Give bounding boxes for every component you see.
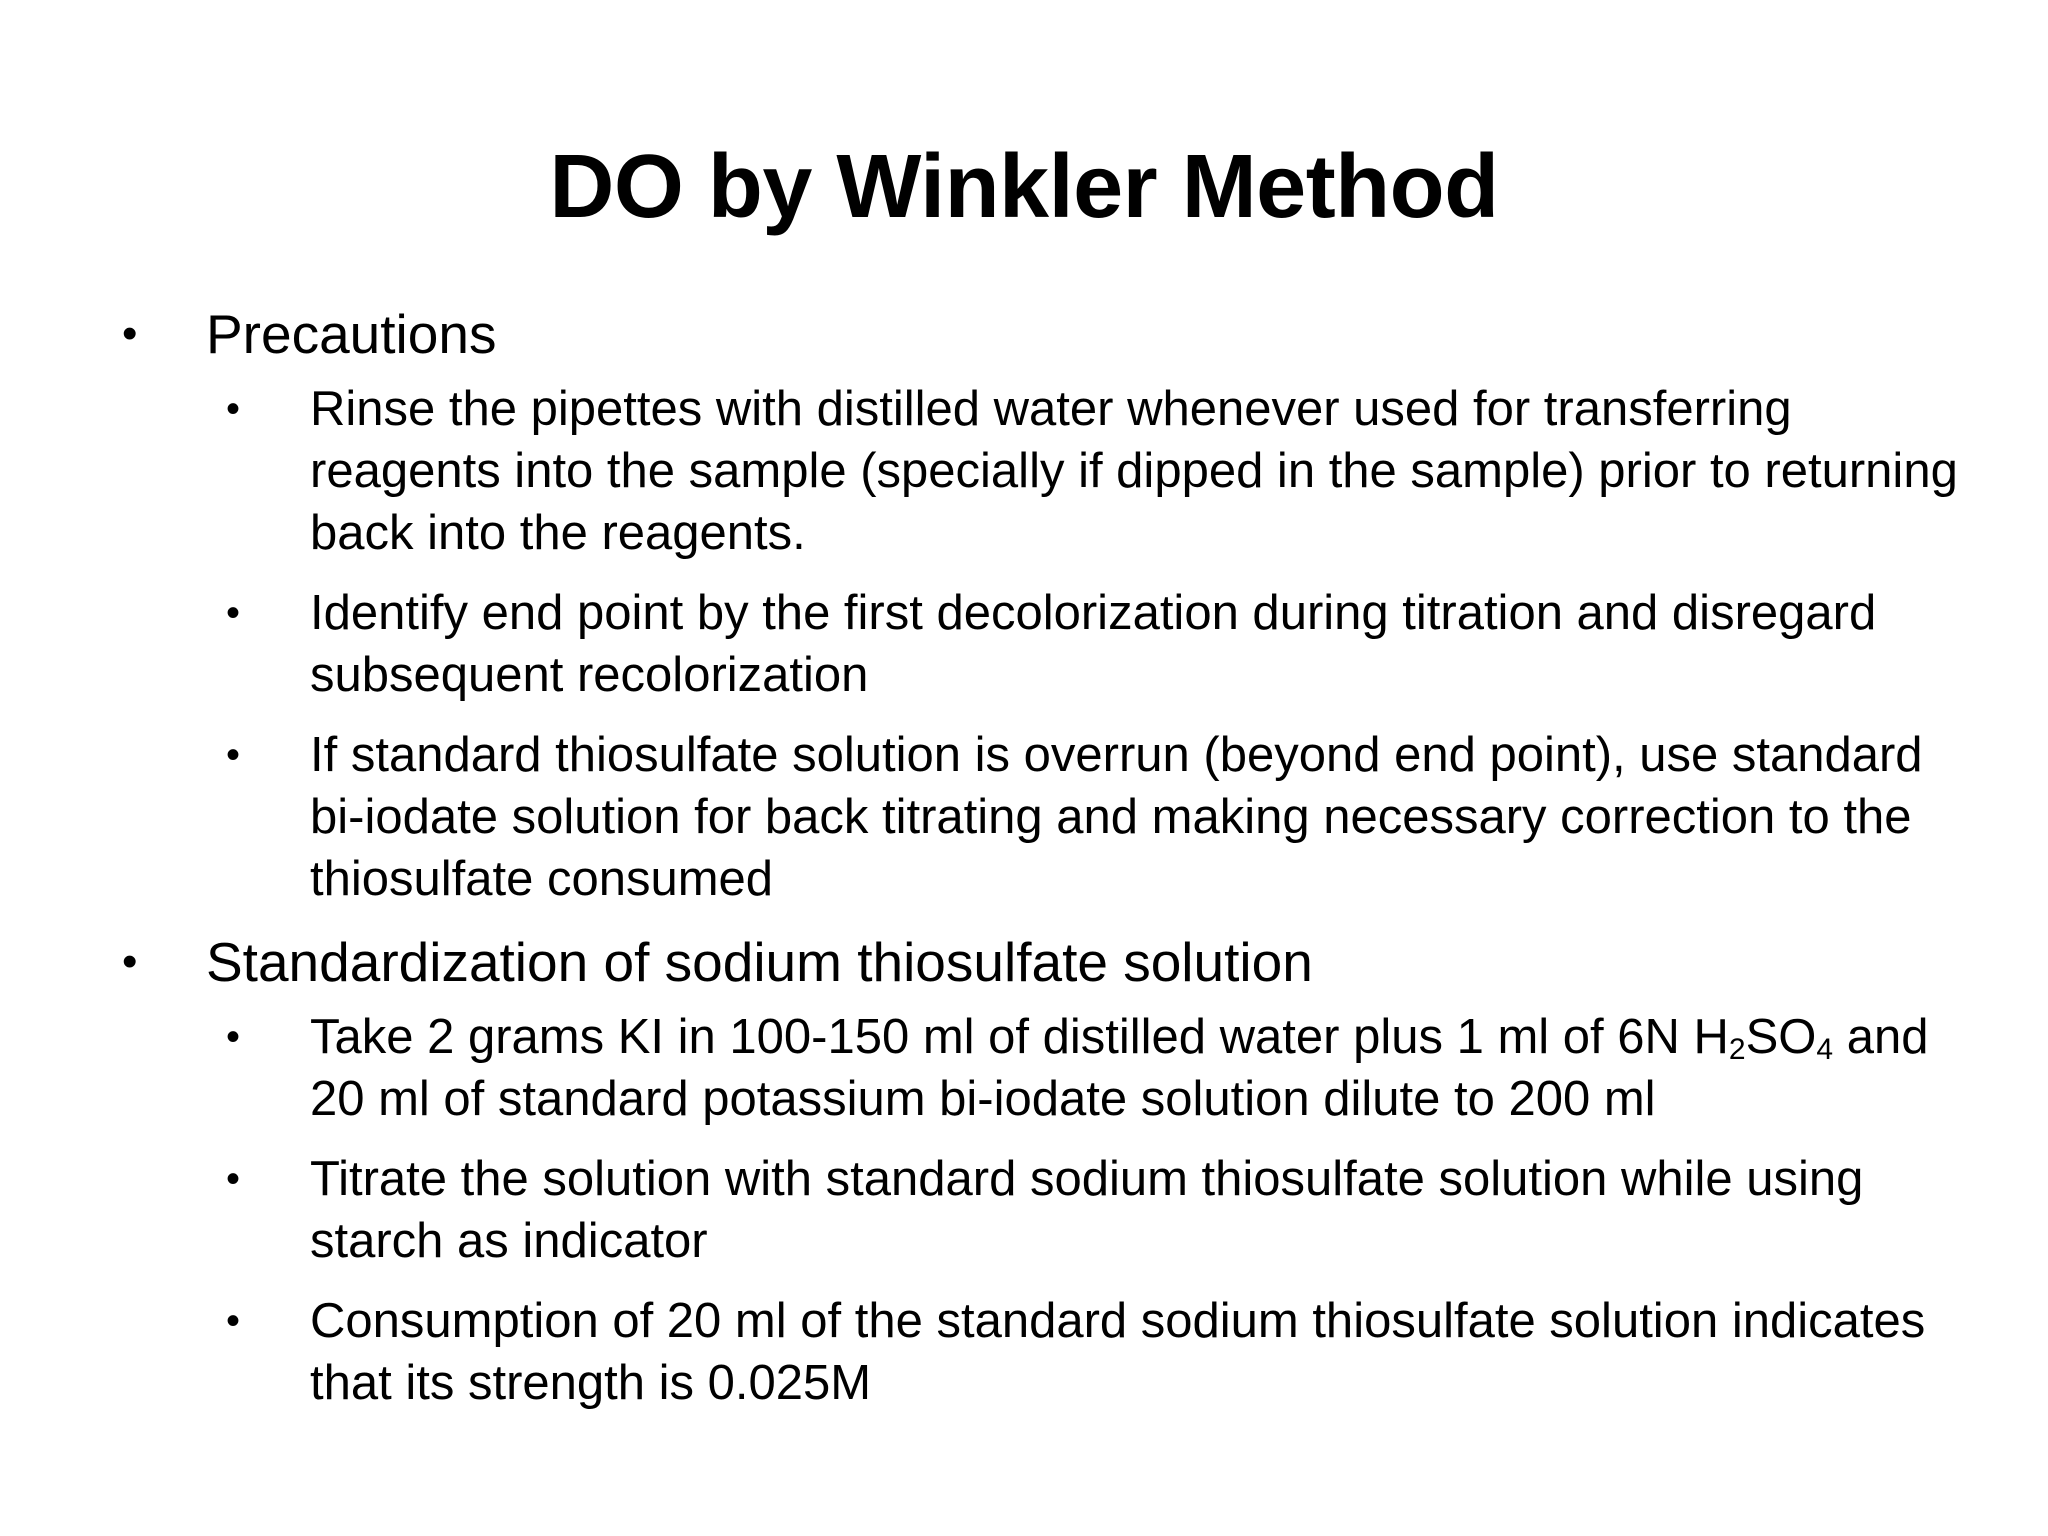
list-item <box>226 724 1982 910</box>
section-heading: Precautions <box>206 303 497 365</box>
list-item-text-before: Take 2 grams KI in 100-150 ml of distilled water plus 1 ml of 6N <box>310 1010 1694 1064</box>
list-item <box>226 378 1982 564</box>
list-item-text-after: and 20 ml of standard potassium bi-iodate solution dilute to 200 ml <box>310 1010 1929 1126</box>
precautions-list <box>122 378 1982 910</box>
list-item-text: Identify end point by the first decolorization during titration and disregard subsequent recolorization <box>310 586 1877 702</box>
chem-formula: $H_2SO_4$ <box>1693 1010 1834 1066</box>
bullet-icon: • <box>226 733 241 777</box>
bullet-icon: • <box>226 1015 241 1059</box>
list-item <box>226 1148 1982 1272</box>
bullet-icon: • <box>226 1157 241 1201</box>
bullet-icon: • <box>122 309 138 358</box>
list-item-text: If standard thiosulfate solution is overrun (beyond end point), use standard bi-iodate solution for back titrating and making necessary correction to the thiosulfate consumed <box>310 728 1923 906</box>
section-standardization <box>122 928 1982 996</box>
list-item <box>226 1290 1982 1414</box>
bullet-icon: • <box>122 937 138 986</box>
bullet-icon: • <box>226 591 241 635</box>
standardization-list <box>122 1006 1982 1414</box>
list-item-text: Consumption of 20 ml of the standard sodium thiosulfate solution indicates that its strength is 0.025M <box>310 1294 1926 1410</box>
slide-content <box>122 300 1982 1432</box>
slide-title: DO by Winkler Method <box>549 137 1499 237</box>
section-heading: Standardization of sodium thiosulfate solution <box>206 931 1313 993</box>
list-item-text: Titrate the solution with standard sodium thiosulfate solution while using starch as indicator <box>310 1152 1864 1268</box>
list-item <box>226 1006 1982 1130</box>
bullet-icon: • <box>226 1299 241 1343</box>
list-item <box>226 582 1982 706</box>
section-precautions <box>122 300 1982 368</box>
list-item-text: Rinse the pipettes with distilled water whenever used for transferring reagents into the sample (specially if dipped in the sample) prior to returning back into the reagents. <box>310 382 1958 560</box>
bullet-icon: • <box>226 387 241 431</box>
